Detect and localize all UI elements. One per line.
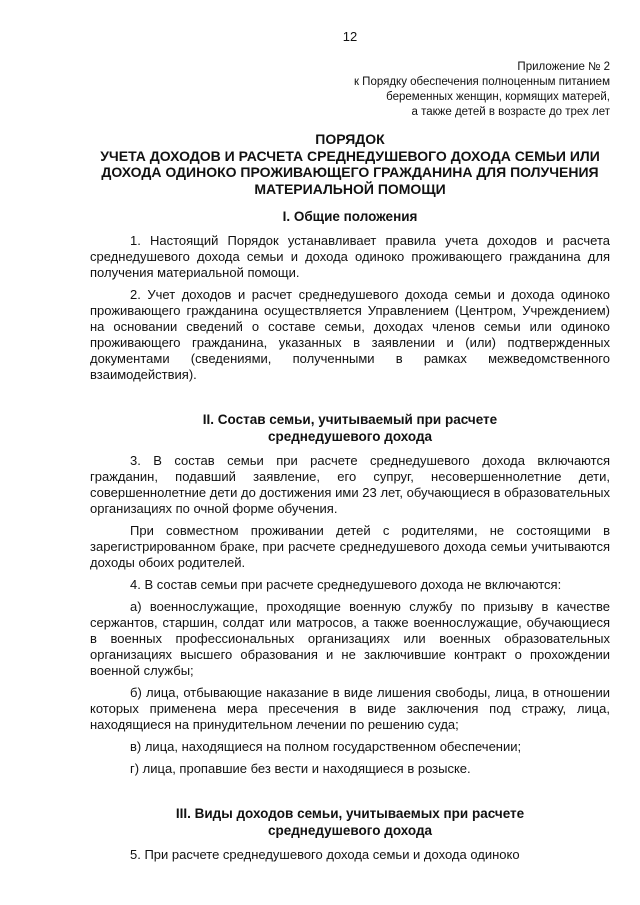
- paragraph-2: 2. Учет доходов и расчет среднедушевого дохода семьи и дохода одиноко проживающего гражданина осуществляется Управлением (Центром, Учреждением) на основании сведений о составе семьи, доходах членов семьи или одиноко проживающего гражданина, указанных в заявлении и (или) подтвержденных документами (сведениями, полученными в рамках межведомственного взаимодействия).: [90, 287, 610, 382]
- title-heading: ПОРЯДОК: [315, 131, 385, 147]
- paragraph-4: 4. В состав семьи при расчете среднедушевого дохода не включаются:: [130, 577, 562, 592]
- paragraph-4a: а) военнослужащие, проходящие военную службу по призыву в качестве сержантов, старшин, солдат или матросов, а также военнослужащие, обучающиеся в военных профессиональных организациях или военных образовательных организациях высшего образования и не заключившие контракт о прохождении военной службы;: [90, 599, 610, 678]
- page-number: 12: [342, 29, 358, 44]
- appendix-line: беременных женщин, кормящих матерей,: [386, 91, 610, 103]
- section-heading-3: [90, 805, 610, 839]
- appendix-line: Приложение № 2: [517, 61, 610, 73]
- section-heading-2-line1: II. Состав семьи, учитываемый при расчете: [202, 412, 498, 427]
- section-heading-3-line2: среднедушевого дохода: [267, 823, 433, 838]
- section-heading-2: [90, 411, 610, 445]
- paragraph-5: 5. При расчете среднедушевого дохода семьи и дохода одиноко: [130, 847, 520, 862]
- paragraph-4b: б) лица, отбывающие наказание в виде лишения свободы, лица, в отношении которых применена мера пресечения в виде заключения под стражу, лица, находящиеся на принудительном лечении по решению суда;: [90, 685, 610, 732]
- appendix-line: а также детей в возрасте до трех лет: [411, 106, 610, 118]
- paragraph-3b: При совместном проживании детей с родителями, не состоящими в зарегистрированном браке, при расчете среднедушевого дохода семьи учитываются доходы обоих родителей.: [90, 523, 610, 570]
- section-heading-1: I. Общие положения: [282, 209, 418, 224]
- paragraph-1: 1. Настоящий Порядок устанавливает правила учета доходов и расчета среднедушевого дохода семьи и дохода одиноко проживающего гражданина для получения материальной помощи.: [90, 233, 610, 280]
- document-body: [90, 208, 610, 863]
- paragraph-4c: в) лица, находящиеся на полном государственном обеспечении;: [130, 739, 522, 754]
- paragraph-4d: г) лица, пропавшие без вести и находящиеся в розыске.: [130, 761, 471, 776]
- title-subheading: УЧЕТА ДОХОДОВ И РАСЧЕТА СРЕДНЕДУШЕВОГО ДОХОДА СЕМЬИ ИЛИ ДОХОДА ОДИНОКО ПРОЖИВАЮЩЕГО ГРАЖДАНИНА ДЛЯ ПОЛУЧЕНИЯ МАТЕРИАЛЬНОЙ ПОМОЩИ: [100, 147, 600, 197]
- document-title: [90, 131, 610, 197]
- paragraph-3: 3. В состав семьи при расчете среднедушевого дохода включаются гражданин, подавший заявление, его супруг, несовершеннолетние дети, совершеннолетние дети до достижения ими 23 лет, обучающиеся в образовательных организациях по очной форме обучения.: [90, 453, 610, 516]
- appendix-line: к Порядку обеспечения полноценным питанием: [353, 76, 610, 88]
- section-heading-2-line2: среднедушевого дохода: [267, 429, 433, 444]
- appendix-note: [354, 60, 610, 120]
- section-heading-3-line1: III. Виды доходов семьи, учитываемых при расчете: [175, 806, 525, 821]
